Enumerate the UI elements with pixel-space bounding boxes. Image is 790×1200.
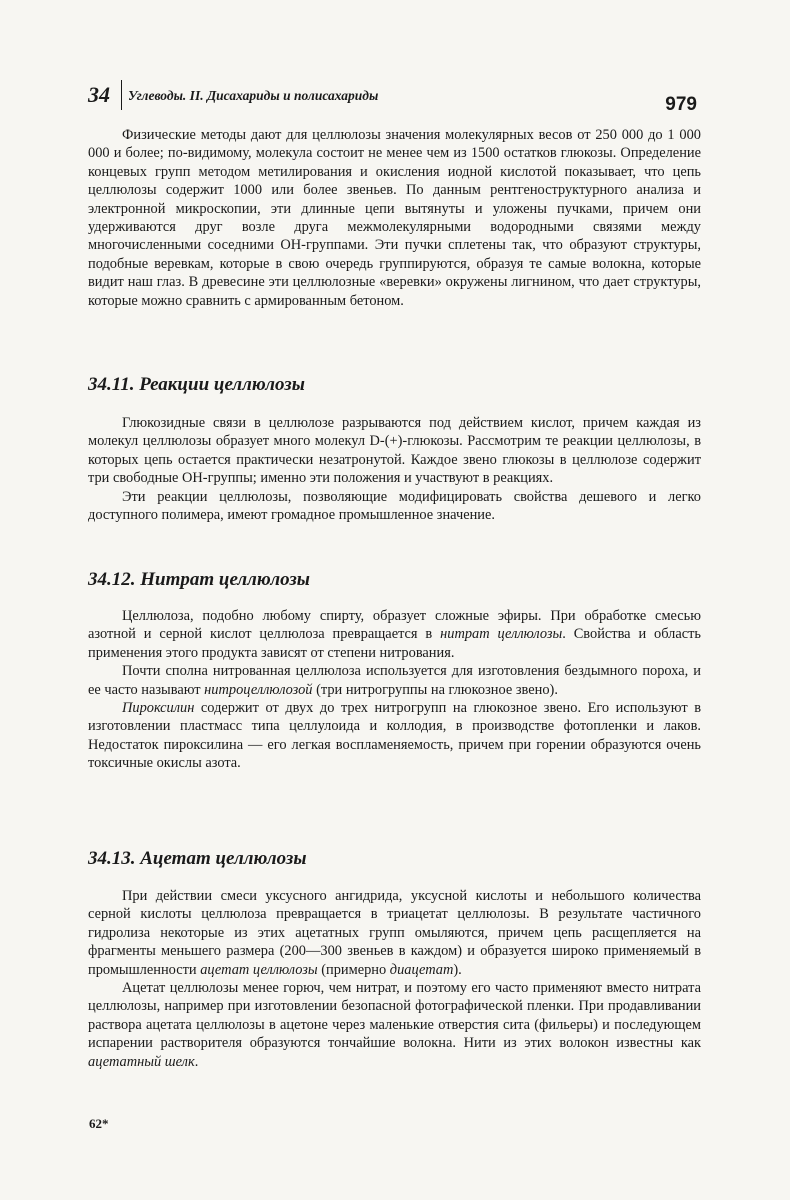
- paragraph: Почти сполна нитрованная целлюлоза используется для изготовления бездымного пороха, и ее часто называют нитроцеллюлозой (три нитрогруппы на глюкозное звено).: [88, 663, 701, 698]
- intro-paragraph: Физические методы дают для целлюлозы значения молекулярных весов от 250 000 до 1 000 000 и более; по-видимому, молекула состоит не менее чем из 1500 остатков глюкозы. Определение концевых групп методом метилирования и окисления иодной кислотой показывает, что цепь целлюлозы содержит 1000 или более звеньев. По данным рентгеноструктурного анализа и электронной микроскопии, эти длинные цепи вытянуты и уложены пучками, причем они удерживаются друг возле друга межмолекулярными водородными связями между многочисленными соседними ОН-группами. Эти пучки сплетены так, что образуют структуры, подобные веревкам, которые в свою очередь группируются, образуя те самые волокна, которые видит наш глаз. В древесине эти целлюлозные «веревки» окружены лигнином, что дает структуры, которые можно сравнить с армированным бетоном.: [88, 127, 701, 309]
- term-acetate-silk: ацетатный шелк: [88, 1053, 195, 1070]
- paragraph: Целлюлоза, подобно любому спирту, образует сложные эфиры. При обработке смесью азотной и серной кислот целлюлоза превращается в нитрат целлюлозы. Свойства и область применения этого продукта зависят от степени нитрования.: [88, 608, 701, 661]
- signature-mark: 62*: [89, 1116, 109, 1131]
- section-heading-34-11: 34.11. Реакции целлюлозы: [88, 374, 305, 395]
- section-heading-34-12: 34.12. Нитрат целлюлозы: [88, 569, 310, 590]
- section-34-13-body: [88, 887, 701, 1071]
- section-34-12-body: [88, 607, 701, 773]
- term-diacetate: диацетат: [389, 961, 454, 978]
- term-cellulose-acetate: ацетат целлюлозы: [200, 961, 318, 978]
- term-pyroxylin: Пироксилин: [122, 700, 195, 717]
- paragraph: Глюкозидные связи в целлюлозе разрываются под действием кислот, причем каждая из молекул целлюлозы образует много молекул D-(+)-глюкозы. Рассмотрим те реакции целлюлозы, в которых цепь остается практически незатронутой. Каждое звено глюкозы в целлюлозе содержит три свободные ОН-группы; именно эти положения и участвуют в реакциях.: [88, 415, 701, 487]
- chapter-number: 34: [88, 82, 110, 107]
- paragraph: Ацетат целлюлозы менее горюч, чем нитрат, и поэтому его часто применяют вместо нитрата целлюлозы, например при изготовлении безопасной фотографической пленки. При продавливании раствора ацетата целлюлозы в ацетоне через маленькие отверстия сита (фильеры) и последующем испарении растворителя образуются тончайшие волокна. Нити из этих волокон известны как ацетатный шелк.: [88, 980, 701, 1070]
- term-nitrocellulose: нитроцеллюлозой: [204, 681, 313, 698]
- paragraph: Пироксилин содержит от двух до трех нитрогрупп на глюкозное звено. Его используют в изготовлении пластмасс типа целлулоида и коллодия, в производстве фотопленки и лаков. Недостаток пироксилина — его легкая воспламеняемость, причем при горении образуются очень токсичные окислы азота.: [88, 700, 701, 772]
- paragraph: Эти реакции целлюлозы, позволяющие модифицировать свойства дешевого и легко доступного полимера, имеют громадное промышленное значение.: [88, 488, 701, 524]
- paragraph: При действии смеси уксусного ангидрида, уксусной кислоты и небольшого количества серной кислоты целлюлоза превращается в триацетат целлюлозы. В результате частичного гидролиза некоторые из этих ацетатных групп омыляются, причем цепь расщепляется на фрагменты меньшего размера (200—300 звеньев в каждом) и образуется широко применяемый в промышленности ацетат целлюлозы (примерно диацетат).: [88, 888, 701, 978]
- term-nitrate: нитрат целлюлозы: [440, 626, 563, 643]
- page-number: 979: [665, 94, 697, 115]
- running-head: [88, 80, 703, 116]
- header-divider: [121, 80, 122, 110]
- section-heading-34-13: 34.13. Ацетат целлюлозы: [88, 848, 307, 869]
- section-34-11-body: [88, 414, 701, 524]
- chapter-title: Углеводы. II. Дисахариды и полисахариды: [128, 88, 379, 103]
- intro-block: [88, 126, 701, 310]
